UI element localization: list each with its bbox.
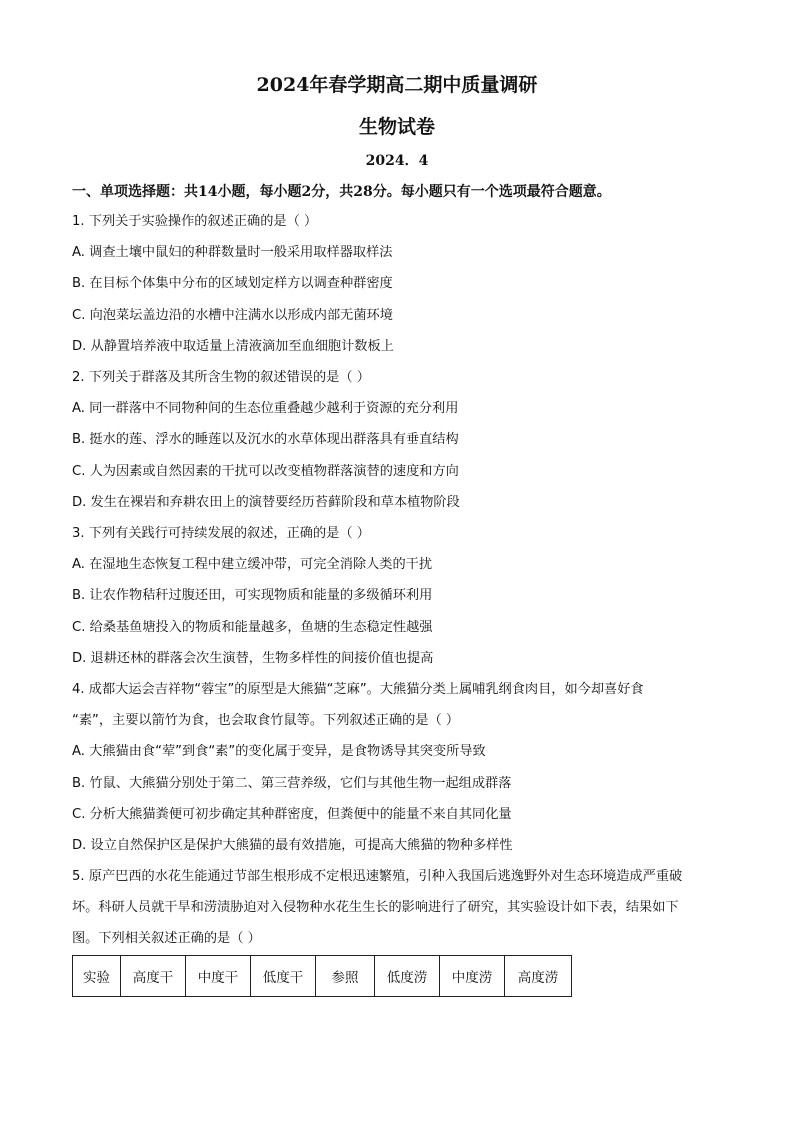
table-cell: 高度涝 (505, 956, 572, 997)
table-cell: 参照 (316, 956, 375, 997)
document-subtitle: 生物试卷 (358, 116, 435, 138)
table-cell: 高度干 (121, 956, 186, 997)
question-1-option-b: B. 在目标个体集中分布的区域划定样方以调查种群密度 (72, 276, 393, 291)
question-2-stem: 2. 下列关于群落及其所含生物的叙述错误的是（ ） (72, 370, 370, 385)
table-cell: 实验 (73, 956, 121, 997)
section-heading: 一、单项选择题：共14小题，每小题2分，共28分。每小题只有一个选项最符合题意。 (72, 184, 611, 200)
question-2-option-a: A. 同一群落中不同物种间的生态位重叠越少越利于资源的充分利用 (72, 401, 459, 416)
question-1-option-c: C. 向泡菜坛盖边沿的水槽中注满水以形成内部无菌环境 (72, 308, 393, 323)
question-1-stem: 1. 下列关于实验操作的叙述正确的是（ ） (72, 214, 318, 229)
experiment-table (72, 955, 572, 997)
question-3-option-a: A. 在湿地生态恢复工程中建立缓冲带，可完全消除人类的干扰 (72, 557, 433, 572)
question-5-stem-line-3: 图。下列相关叙述正确的是（ ） (72, 931, 261, 946)
question-4-option-c: C. 分析大熊猫粪便可初步确定其种群密度，但粪便中的能量不来自其同化量 (72, 807, 512, 822)
question-3-option-d: D. 退耕还林的群落会次生演替，生物多样性的间接价值也提高 (72, 651, 434, 666)
question-5-stem-line-1: 5. 原产巴西的水花生能通过节部生根形成不定根迅速繁殖，引种入我国后逃逸野外对生态环境造成严重破 (72, 869, 683, 884)
question-2-option-b: B. 挺水的莲、浮水的睡莲以及沉水的水草体现出群落具有垂直结构 (72, 432, 459, 447)
question-1-option-a: A. 调查土壤中鼠妇的种群数量时一般采用取样器取样法 (72, 245, 393, 260)
question-4-option-a: A. 大熊猫由食“荤”到食“素”的变化属于变异，是食物诱导其突变所导致 (72, 744, 486, 759)
question-2-option-d: D. 发生在裸岩和弃耕农田上的演替要经历苔藓阶段和草本植物阶段 (72, 495, 460, 510)
table-cell: 中度涝 (440, 956, 505, 997)
question-4-stem-line-2: “素”，主要以箭竹为食，也会取食竹鼠等。下列叙述正确的是（ ） (72, 713, 460, 728)
question-4-stem-line-1: 4. 成都大运会吉祥物“蓉宝”的原型是大熊猫“芝麻”。大熊猫分类上属哺乳纲食肉目，如今却喜好食 (72, 682, 644, 697)
table-cell: 低度干 (251, 956, 316, 997)
question-2-option-c: C. 人为因素或自然因素的干扰可以改变植物群落演替的速度和方向 (72, 464, 459, 479)
question-1-option-d: D. 从静置培养液中取适量上清液滴加至血细胞计数板上 (72, 339, 394, 354)
question-4-option-b: B. 竹鼠、大熊猫分别处于第二、第三营养级，它们与其他生物一起组成群落 (72, 776, 512, 791)
question-5-stem-line-2: 坏。科研人员就干旱和涝渍胁迫对入侵物种水花生生长的影响进行了研究，其实验设计如下表，结果如下 (72, 900, 679, 915)
question-3-stem: 3. 下列有关践行可持续发展的叙述，正确的是（ ） (72, 526, 370, 541)
question-3-option-b: B. 让农作物秸秆过腹还田，可实现物质和能量的多级循环利用 (72, 588, 433, 603)
table-cell: 低度涝 (375, 956, 440, 997)
document-date: 2024．4 (365, 153, 429, 169)
table-row (73, 956, 572, 997)
question-4-option-d: D. 设立自然保护区是保护大熊猫的最有效措施，可提高大熊猫的物种多样性 (72, 838, 513, 853)
question-3-option-c: C. 给桑基鱼塘投入的物质和能量越多，鱼塘的生态稳定性越强 (72, 620, 433, 635)
table-cell: 中度干 (186, 956, 251, 997)
document-title: 2024年春学期高二期中质量调研 (256, 74, 538, 96)
